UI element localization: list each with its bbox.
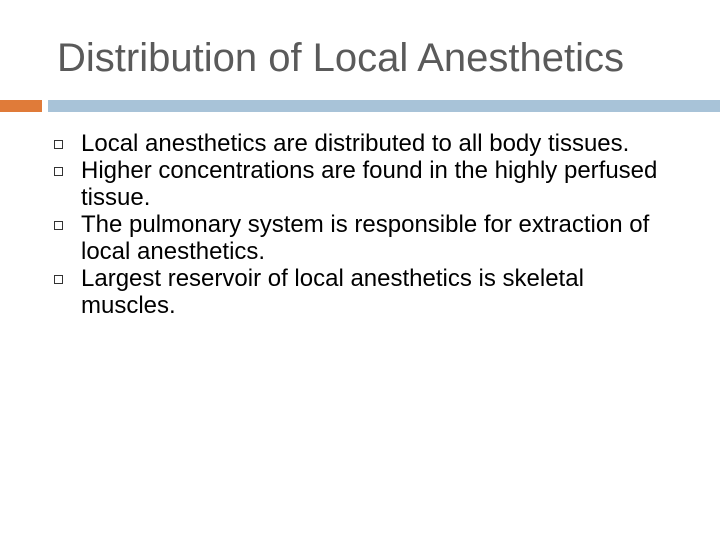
hollow-square-icon	[54, 167, 63, 176]
bullet-list	[0, 130, 720, 319]
slide-title: Distribution of Local Anesthetics	[57, 36, 624, 80]
bullet-text: Largest reservoir of local anesthetics is skeletal muscles.	[81, 265, 584, 319]
bullet-text: Local anesthetics are distributed to all body tissues.	[81, 130, 630, 157]
bullet-item	[0, 157, 720, 211]
hollow-square-icon	[54, 275, 63, 284]
bullet-item	[0, 130, 720, 157]
hollow-square-icon	[54, 140, 63, 149]
bullet-item	[0, 265, 720, 319]
bullet-text: Higher concentrations are found in the highly perfused tissue.	[81, 157, 658, 211]
bullet-item	[0, 211, 720, 265]
bullet-text: The pulmonary system is responsible for extraction of local anesthetics.	[81, 211, 650, 265]
hollow-square-icon	[54, 221, 63, 230]
title-accent-bar	[0, 100, 42, 112]
title-rule-bar	[48, 100, 720, 112]
